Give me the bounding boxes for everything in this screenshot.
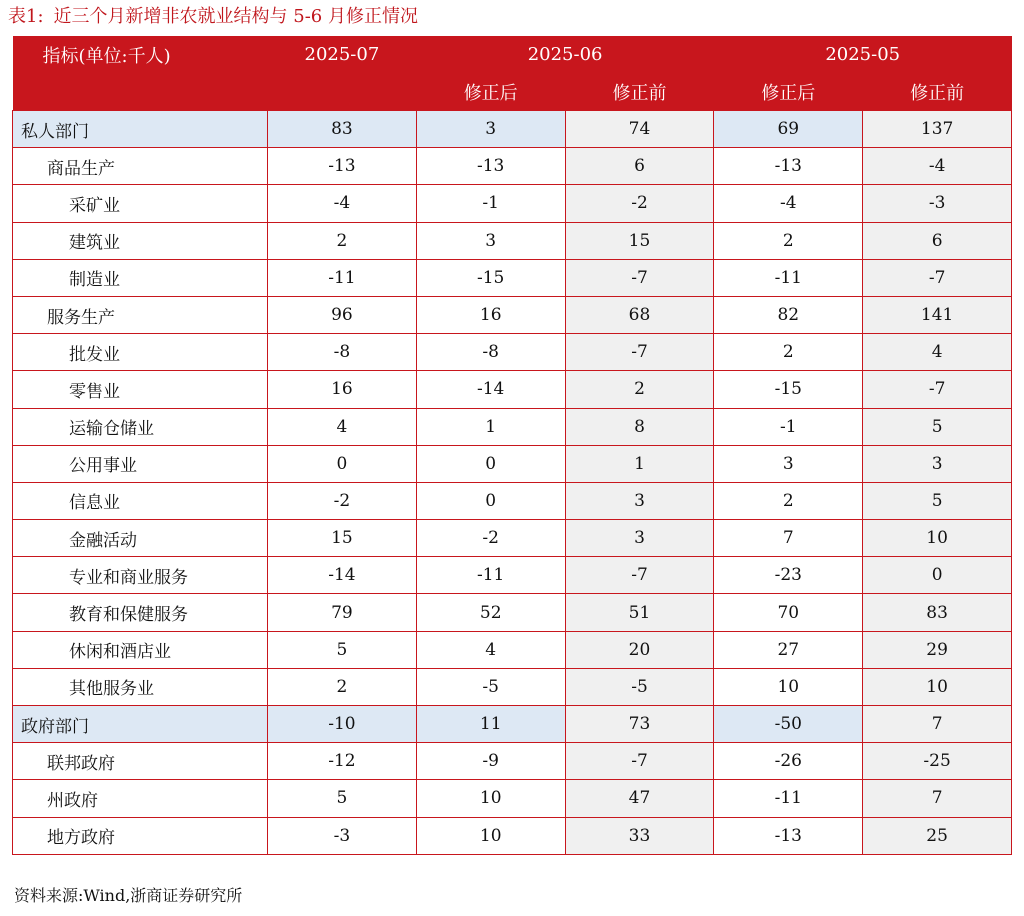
cell-2025-07: 96 [268,296,417,333]
table-row-sector [13,706,1012,743]
table-number: 表1: [8,6,44,27]
cell-2025-06-original: 33 [565,817,714,854]
cell-2025-06-original: 3 [565,520,714,557]
cell-2025-06-original: 74 [565,111,714,148]
cell-2025-05-original: 29 [863,631,1012,668]
cell-2025-06-original: 15 [565,222,714,259]
cell-2025-06-revised: -8 [416,334,565,371]
table-row [13,371,1012,408]
cell-2025-07: -3 [268,817,417,854]
cell-2025-06-original: -5 [565,668,714,705]
cell-2025-07: 79 [268,594,417,631]
header-month-may: 2025-05 [714,36,1012,73]
table-row [13,817,1012,854]
cell-2025-05-revised: -11 [714,780,863,817]
header-empty [13,73,268,111]
cell-2025-07: 5 [268,780,417,817]
cell-2025-07: -8 [268,334,417,371]
cell-2025-06-revised: 0 [416,482,565,519]
cell-2025-07: -2 [268,482,417,519]
cell-2025-05-revised: 70 [714,594,863,631]
cell-2025-06-revised: 52 [416,594,565,631]
cell-2025-06-original: -2 [565,185,714,222]
cell-2025-06-original: 1 [565,445,714,482]
cell-2025-05-original: 3 [863,445,1012,482]
cell-2025-06-revised: -13 [416,148,565,185]
cell-2025-06-original: 73 [565,706,714,743]
cell-2025-05-original: 7 [863,706,1012,743]
row-label: 商品生产 [13,148,268,185]
cell-2025-07: -12 [268,743,417,780]
cell-2025-06-revised: 11 [416,706,565,743]
cell-2025-05-original: 5 [863,482,1012,519]
cell-2025-06-original: -7 [565,557,714,594]
cell-2025-05-original: 141 [863,296,1012,333]
cell-2025-06-original: 20 [565,631,714,668]
source-note: 资料来源:Wind,浙商证券研究所 [14,886,243,905]
row-label: 政府部门 [13,706,268,743]
row-label: 金融活动 [13,520,268,557]
table-row [13,520,1012,557]
cell-2025-05-revised: 10 [714,668,863,705]
cell-2025-05-original: -3 [863,185,1012,222]
cell-2025-06-original: 47 [565,780,714,817]
header-may-original: 修正前 [863,73,1012,111]
row-label: 零售业 [13,371,268,408]
cell-2025-06-revised: 10 [416,817,565,854]
cell-2025-06-revised: 4 [416,631,565,668]
cell-2025-07: -4 [268,185,417,222]
table-body [13,111,1012,855]
cell-2025-05-original: 10 [863,668,1012,705]
cell-2025-05-revised: -15 [714,371,863,408]
table-row [13,631,1012,668]
cell-2025-05-original: -7 [863,371,1012,408]
table-row [13,594,1012,631]
header-indicator: 指标(单位:千人) [13,36,268,73]
header-month-jul: 2025-07 [268,36,417,73]
cell-2025-06-revised: 3 [416,111,565,148]
cell-2025-06-original: 68 [565,296,714,333]
cell-2025-06-original: 3 [565,482,714,519]
cell-2025-05-original: 7 [863,780,1012,817]
table-header [13,36,1012,111]
cell-2025-06-revised: 16 [416,296,565,333]
table-row [13,408,1012,445]
cell-2025-05-revised: -23 [714,557,863,594]
employment-table [12,36,1012,855]
table-row [13,668,1012,705]
cell-2025-06-revised: 0 [416,445,565,482]
row-label: 采矿业 [13,185,268,222]
cell-2025-05-original: 6 [863,222,1012,259]
cell-2025-06-revised: -2 [416,520,565,557]
cell-2025-05-revised: -4 [714,185,863,222]
cell-2025-06-revised: -1 [416,185,565,222]
cell-2025-05-revised: -1 [714,408,863,445]
row-label: 运输仓储业 [13,408,268,445]
cell-2025-05-revised: 69 [714,111,863,148]
table-row [13,334,1012,371]
cell-2025-05-original: 0 [863,557,1012,594]
cell-2025-05-original: 5 [863,408,1012,445]
header-row-revisions [13,73,1012,111]
row-label: 私人部门 [13,111,268,148]
row-label: 州政府 [13,780,268,817]
cell-2025-06-original: 51 [565,594,714,631]
header-month-jun: 2025-06 [416,36,714,73]
row-label: 联邦政府 [13,743,268,780]
table-caption: 近三个月新增非农就业结构与 5-6 月修正情况 [53,6,418,27]
cell-2025-07: 5 [268,631,417,668]
cell-2025-07: 4 [268,408,417,445]
cell-2025-07: -14 [268,557,417,594]
header-row-months [13,36,1012,73]
cell-2025-07: 2 [268,222,417,259]
row-label: 批发业 [13,334,268,371]
cell-2025-05-original: 83 [863,594,1012,631]
row-label: 地方政府 [13,817,268,854]
table-row [13,296,1012,333]
cell-2025-06-original: -7 [565,743,714,780]
table-row [13,482,1012,519]
cell-2025-05-revised: 82 [714,296,863,333]
table-row [13,557,1012,594]
table-row [13,222,1012,259]
cell-2025-05-revised: 27 [714,631,863,668]
cell-2025-07: -13 [268,148,417,185]
cell-2025-06-revised: 3 [416,222,565,259]
header-jun-original: 修正前 [565,73,714,111]
row-label: 建筑业 [13,222,268,259]
cell-2025-07: 16 [268,371,417,408]
cell-2025-05-revised: -26 [714,743,863,780]
cell-2025-05-revised: 3 [714,445,863,482]
cell-2025-05-original: -25 [863,743,1012,780]
cell-2025-07: 15 [268,520,417,557]
cell-2025-06-original: 8 [565,408,714,445]
row-label: 服务生产 [13,296,268,333]
cell-2025-06-revised: -5 [416,668,565,705]
cell-2025-05-revised: -50 [714,706,863,743]
cell-2025-05-original: -7 [863,259,1012,296]
cell-2025-05-original: 137 [863,111,1012,148]
cell-2025-05-revised: 2 [714,222,863,259]
cell-2025-06-original: 6 [565,148,714,185]
row-label: 信息业 [13,482,268,519]
cell-2025-07: 83 [268,111,417,148]
table-row [13,743,1012,780]
cell-2025-05-original: 4 [863,334,1012,371]
cell-2025-06-revised: 1 [416,408,565,445]
cell-2025-05-original: 10 [863,520,1012,557]
cell-2025-05-revised: 2 [714,482,863,519]
header-may-revised: 修正后 [714,73,863,111]
cell-2025-06-revised: -9 [416,743,565,780]
header-jun-revised: 修正后 [416,73,565,111]
cell-2025-05-revised: -13 [714,148,863,185]
cell-2025-06-revised: 10 [416,780,565,817]
row-label: 公用事业 [13,445,268,482]
cell-2025-06-original: -7 [565,259,714,296]
table-row [13,259,1012,296]
cell-2025-05-revised: -13 [714,817,863,854]
header-empty [268,73,417,111]
table-row-sector [13,111,1012,148]
cell-2025-07: 0 [268,445,417,482]
cell-2025-05-original: 25 [863,817,1012,854]
cell-2025-07: -11 [268,259,417,296]
cell-2025-05-revised: -11 [714,259,863,296]
cell-2025-06-original: -7 [565,334,714,371]
table-row [13,780,1012,817]
row-label: 专业和商业服务 [13,557,268,594]
cell-2025-06-revised: -15 [416,259,565,296]
cell-2025-07: -10 [268,706,417,743]
cell-2025-06-revised: -11 [416,557,565,594]
row-label: 休闲和酒店业 [13,631,268,668]
cell-2025-05-original: -4 [863,148,1012,185]
table-row [13,148,1012,185]
cell-2025-07: 2 [268,668,417,705]
cell-2025-06-revised: -14 [416,371,565,408]
cell-2025-05-revised: 2 [714,334,863,371]
cell-2025-06-original: 2 [565,371,714,408]
row-label: 教育和保健服务 [13,594,268,631]
table-title [8,4,418,30]
row-label: 制造业 [13,259,268,296]
table-row [13,445,1012,482]
row-label: 其他服务业 [13,668,268,705]
table-row [13,185,1012,222]
cell-2025-05-revised: 7 [714,520,863,557]
